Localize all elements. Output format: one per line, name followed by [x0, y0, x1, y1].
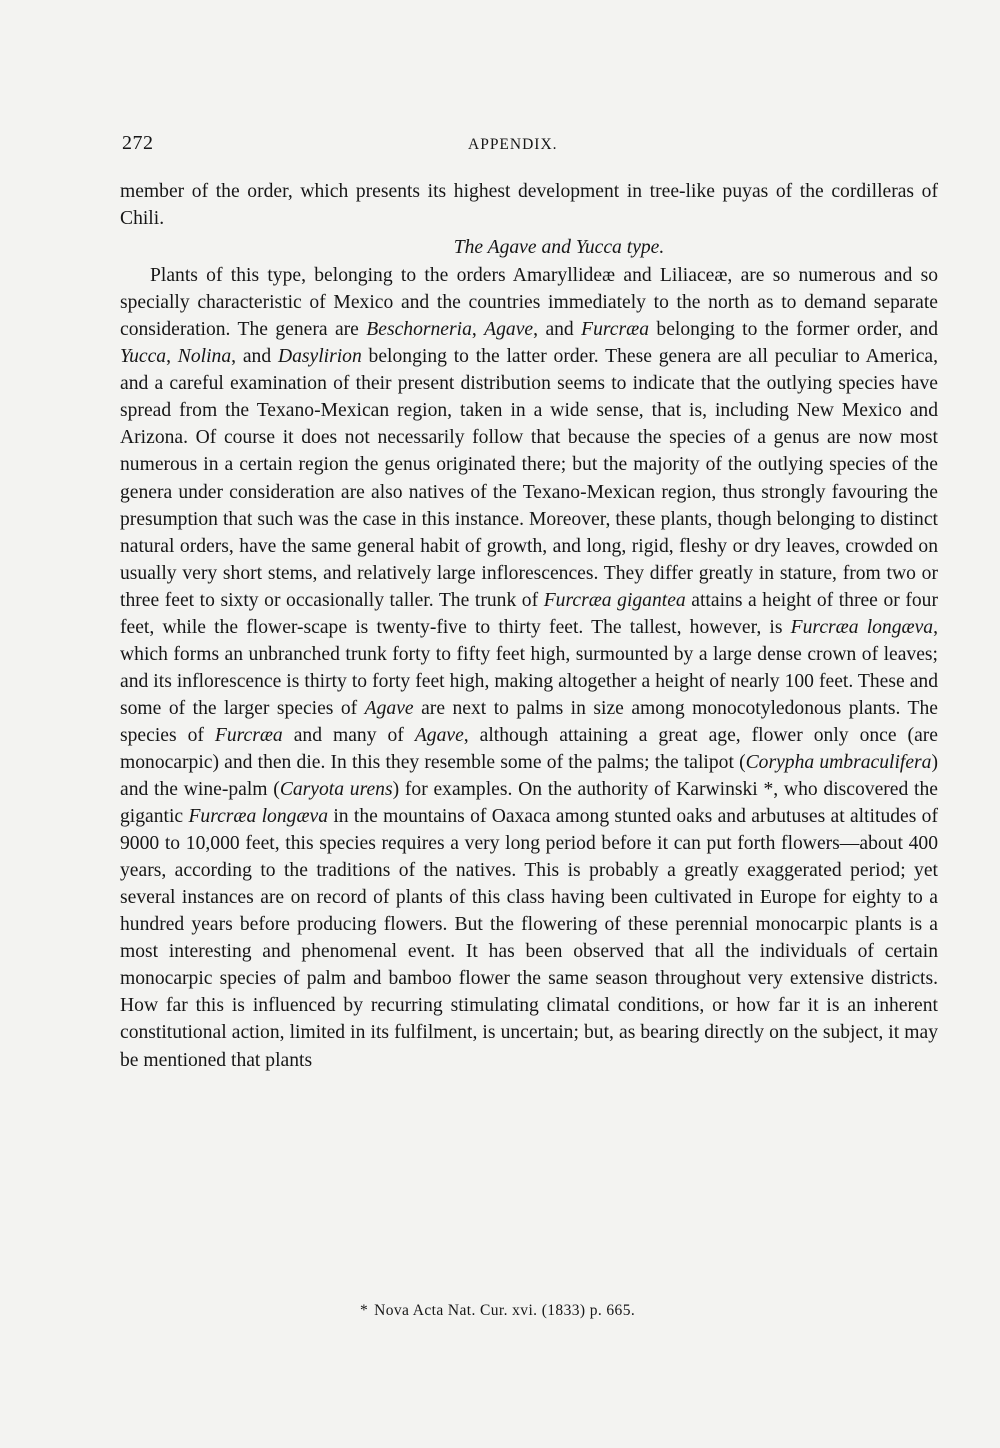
- text-run: ) for examples. On the authority of Karwinski *, who discovered the gigantic: [120, 779, 938, 828]
- genus-name: Agave: [364, 697, 414, 719]
- text-run: Plants of this type, belonging to the orders Amaryllideæ and Liliaceæ, are so numerous and so specially characteristic of Mexico and the countries immediately to the north as to demand separate consideration. The genera are: [120, 265, 938, 341]
- text-run: , which forms an unbranched trunk forty to fifty feet high, surmounted by a large dense crown of leaves; and its inflorescence is thirty to forty feet high, making altogether a height of nearly 100 feet. These and some of the larger species of: [120, 616, 938, 719]
- text-run: in the mountains of Oaxaca among stunted oaks and arbutuses at altitudes of 9000 to 10,000 feet, this species requires a very long period before it can put forth flowers—about 400 years, according to the traditions of the natives. This is probably a greatly exaggerated period; yet several instances are on record of plants of this class having been cultivated in Europe for eighty to a hundred years before producing flowers. But the flowering of these perennial monocarpic plants is a most interesting and phenomenal event. It has been observed that all the individuals of certain monocarpic species of palm and bamboo flower the same season throughout very extensive districts. How far this is influenced by recurring stimulating climatal conditions, or how far it is an inherent constitutional action, limited in its fulfilment, is uncertain; but, as bearing directly on the subject, it may be mentioned that plants: [120, 806, 938, 1071]
- species-name: Furcræa gigantea: [543, 589, 686, 611]
- text-run: ,: [166, 346, 178, 368]
- genus-name: Beschorneria: [366, 319, 472, 341]
- text-run: , and: [231, 346, 278, 368]
- text-run: belonging to the former order, and: [649, 319, 938, 341]
- footnote-marker: *: [360, 1302, 369, 1319]
- text-run: and many of: [282, 724, 415, 746]
- text-run: , although attaining a great age, flower only once (are monocarpic) and then die. In this they resemble some of the palms; the talipot (: [120, 724, 938, 773]
- text-run: , and: [533, 319, 582, 341]
- text-run: belonging to the latter order. These genera are all peculiar to America, and a careful examination of their present distribution seems to indicate that the outlying species have spread from the Texano-Mexican region, taken in a wide sense, that is, including New Mexico and Arizona. Of course it does not necessarily follow that because the species of a genus are now most numerous in a certain region the genus originated there; but the majority of the outlying species of the genera under consideration are also natives of the Texano-Mexican region, thus strongly favouring the presumption that such was the case in this instance. Moreover, these plants, though belonging to distinct natural orders, have the same general habit of growth, and long, rigid, fleshy or dry leaves, crowded on usually very short stems, and relatively large inflorescences. They differ greatly in stature, from two or three feet to sixty or occasionally taller. The trunk of: [120, 346, 938, 611]
- body-text: [120, 178, 938, 1074]
- footnote-text: Nova Acta Nat. Cur. xvi. (1833) p. 665.: [374, 1302, 636, 1319]
- page-header: [122, 132, 942, 162]
- section-heading: The Agave and Yucca type.: [453, 237, 665, 259]
- genus-name: Dasylirion: [277, 346, 362, 368]
- species-name: Furcræa longæva: [188, 806, 329, 828]
- text-run: ) and the wine-palm (: [120, 751, 938, 801]
- page-number: 272: [122, 132, 154, 154]
- genus-name: Yucca: [120, 346, 167, 368]
- main-paragraph: [120, 262, 938, 1073]
- species-name: Caryota urens: [279, 779, 393, 801]
- running-head: APPENDIX.: [468, 136, 558, 153]
- text-run: attains a height of three or four feet, while the flower-scape is twenty-five to thirty feet. The tallest, however, is: [120, 589, 938, 638]
- genus-name: Agave: [414, 724, 464, 746]
- species-name: Corypha umbraculifera: [745, 751, 932, 773]
- genus-name: Agave: [484, 319, 534, 341]
- text-run: ,: [471, 319, 485, 341]
- species-name: Furcræa longæva: [790, 616, 934, 638]
- continuation-paragraph: member of the order, which presents its highest development in tree-like puyas of the cordilleras of Chili.: [120, 181, 938, 230]
- genus-name: Furcræa: [214, 724, 283, 746]
- text-run: are next to palms in size among monocotyledonous plants. The species of: [120, 697, 938, 746]
- footnote: [360, 1302, 635, 1320]
- genus-name: Nolina: [177, 346, 232, 368]
- genus-name: Furcræa: [581, 319, 649, 341]
